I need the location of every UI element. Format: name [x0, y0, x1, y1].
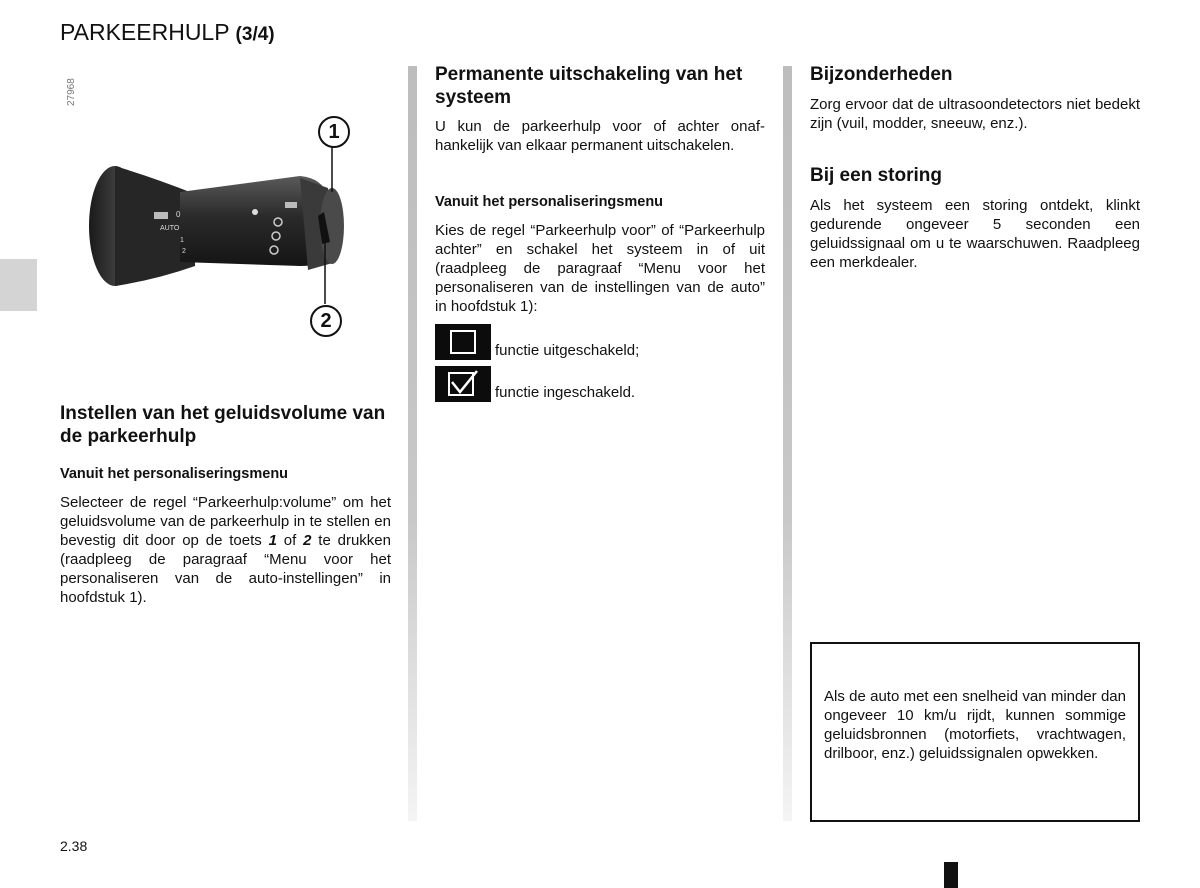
speed-note-box [810, 642, 1140, 822]
special-notes-heading: Bijzonderheden [810, 64, 953, 85]
deactivation-subheading: Vanuit het personaliseringsmenu [435, 194, 664, 210]
figure-code: 27968 [66, 78, 77, 106]
page-title-text: PARKEERHULP [60, 19, 230, 45]
stalk-label-auto: AUTO [160, 225, 180, 232]
stalk-label-wiper-zero: 0 [176, 210, 181, 219]
callout-1: 1 [318, 116, 350, 148]
volume-body [60, 493, 391, 607]
volume-body-end: te drukken (raadpleeg de paragraaf “Menu voor het personaliseren van de auto-instellingen” in hoofdstuk 1). [60, 532, 391, 606]
deactivation-heading: Permanente uitschakeling van het systeem [435, 64, 743, 108]
speed-note-text: Als de auto met een snelheid van minder dan ongeveer 10 km/u rijdt, kunnen sommige geluidsbronnen (motorfiets, vrachtwagen, drilboor, enz.) geluidssignalen opwekken. [824, 688, 1126, 762]
malfunction-heading: Bij een storing [810, 165, 942, 186]
column-divider-left [408, 66, 417, 821]
wiper-icon [154, 212, 168, 219]
option-off-label: functie uitgeschakeld; [495, 342, 640, 359]
stalk-label-pos2: 2 [182, 248, 186, 255]
stalk-figure [60, 66, 391, 356]
page-title-part: (3/4) [235, 24, 275, 45]
column-divider-right [783, 66, 792, 821]
option-on-label: functie ingeschakeld. [495, 384, 636, 401]
malfunction-text: Als het systeem een storing ontdekt, klinkt gedurende ongeveer 5 seconden een geluidssignaal om u te waarschuwen. Raadpleeg een merkdealer. [810, 197, 1140, 271]
corner-marker [944, 862, 958, 888]
wiper-stalk-illustration [60, 66, 391, 356]
unchecked-box-icon [435, 324, 491, 360]
volume-subheading: Vanuit het personaliseringsmenu [60, 466, 289, 482]
deactivation-intro: U kun de parkeerhulp voor of achter onafhankelijk van elkaar permanent uitschakelen. [435, 118, 765, 154]
volume-body-start: Selecteer de regel “Parkeerhulp:volume” om het geluidsvolume van de parkeerhulp in te stellen en bevestig dit door op de toets [60, 494, 391, 549]
volume-body-of: of [276, 532, 304, 549]
checked-box-icon [435, 366, 491, 402]
chapter-tab [0, 259, 37, 311]
deactivation-body: Kies de regel “Parkeerhulp voor” of “Parkeerhulp achter” en schakel het systeem in of uit (raadpleeg de paragraaf “Menu voor het personaliseren van de instellingen van de auto” in hoofdstuk 1): [435, 222, 765, 315]
key-1-ref: 1 [268, 532, 277, 549]
volume-heading: Instellen van het geluidsvolume van de parkeerhulp [60, 403, 386, 447]
callout-2: 2 [310, 305, 342, 337]
key-2-ref: 2 [303, 532, 312, 549]
special-notes-text: Zorg ervoor dat de ultrasoondetectors niet bedekt zijn (vuil, modder, sneeuw, enz.). [810, 96, 1140, 132]
page-number: 2.38 [60, 838, 88, 854]
page-title [60, 19, 275, 46]
stalk-label-pos1: 1 [180, 237, 184, 244]
